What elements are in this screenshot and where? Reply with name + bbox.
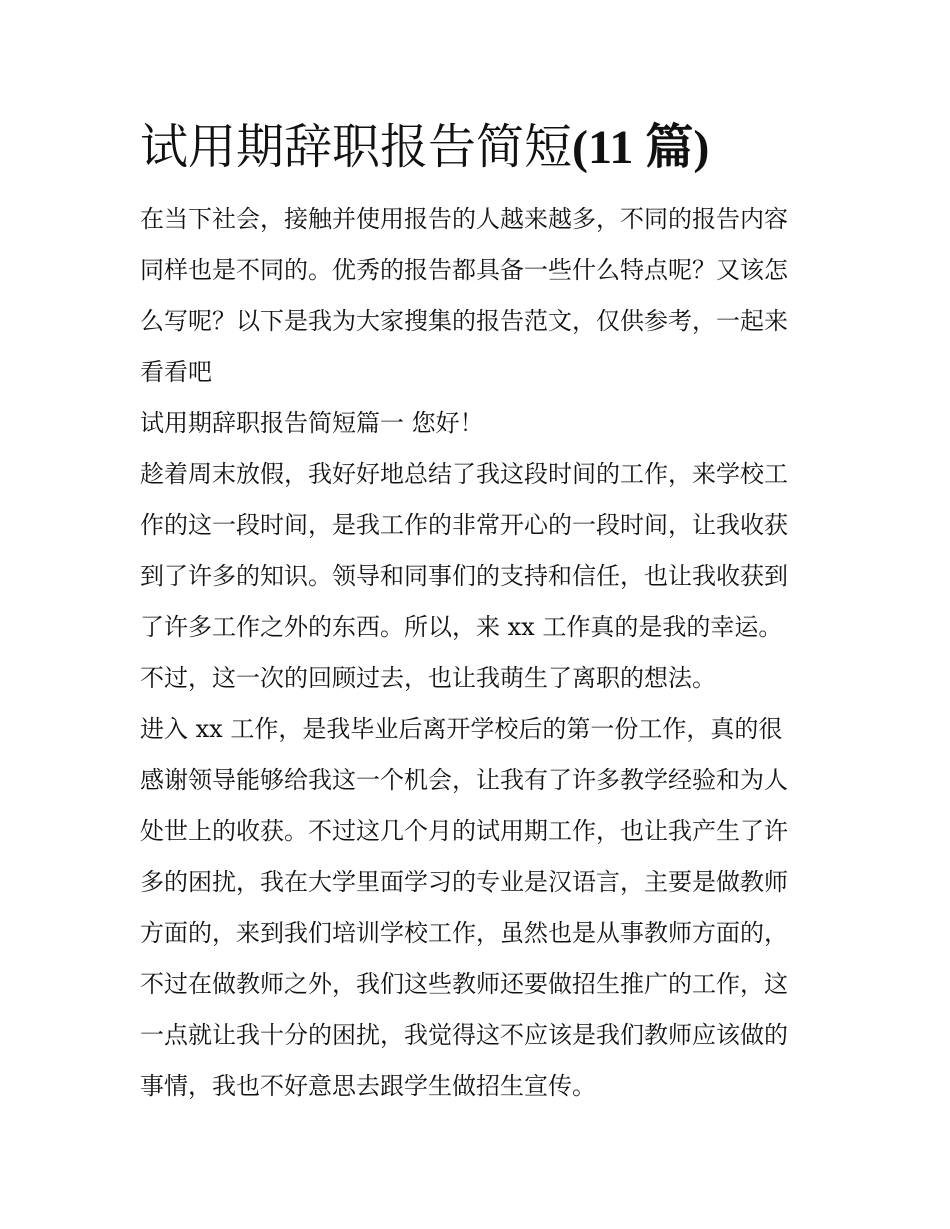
text-line: 处世上的收获。不过这几个月的试用期工作，也让我产生了许 — [140, 817, 788, 845]
text-line: 一点就让我十分的困扰，我觉得这不应该是我们教师应该做的 — [140, 1021, 788, 1049]
section-heading-line: 试用期辞职报告简短篇一 您好！ — [140, 409, 484, 437]
text-line: 多的困扰，我在大学里面学习的专业是汉语言，主要是做教师 — [140, 868, 788, 896]
text-line: 趁着周末放假，我好好地总结了我这段时间的工作，来学校工 — [140, 460, 788, 488]
text-line: 作的这一段时间，是我工作的非常开心的一段时间，让我收获 — [140, 511, 788, 539]
text-line: 在当下社会，接触并使用报告的人越来越多，不同的报告内容 — [140, 205, 788, 233]
text-line: 感谢领导能够给我这一个机会，让我有了许多教学经验和为人 — [140, 766, 788, 794]
title-main: 试用期辞职报告简短 — [140, 119, 573, 175]
text-line: 不过，这一次的回顾过去，也让我萌生了离职的想法。 — [140, 664, 716, 692]
text-line: 同样也是不同的。优秀的报告都具备一些什么特点呢？又该怎 — [140, 256, 788, 284]
text-line: 了许多工作之外的东西。所以，来 xx 工作真的是我的幸运。 — [140, 613, 783, 641]
document-body — [140, 194, 815, 1112]
text-line: 看看吧 — [140, 358, 212, 386]
text-line: 方面的，来到我们培训学校工作，虽然也是从事教师方面的， — [140, 919, 788, 947]
text-line: 不过在做教师之外，我们这些教师还要做招生推广的工作，这 — [140, 970, 788, 998]
text-line: 么写呢？以下是我为大家搜集的报告范文，仅供参考，一起来 — [140, 307, 788, 335]
title-suffix: (11 篇) — [572, 121, 710, 174]
document-title — [140, 112, 840, 183]
text-line: 事情，我也不好意思去跟学生做招生宣传。 — [140, 1072, 596, 1100]
text-line: 进入 xx 工作，是我毕业后离开学校后的第一份工作，真的很 — [140, 715, 783, 743]
text-line: 到了许多的知识。领导和同事们的支持和信任，也让我收获到 — [140, 562, 788, 590]
